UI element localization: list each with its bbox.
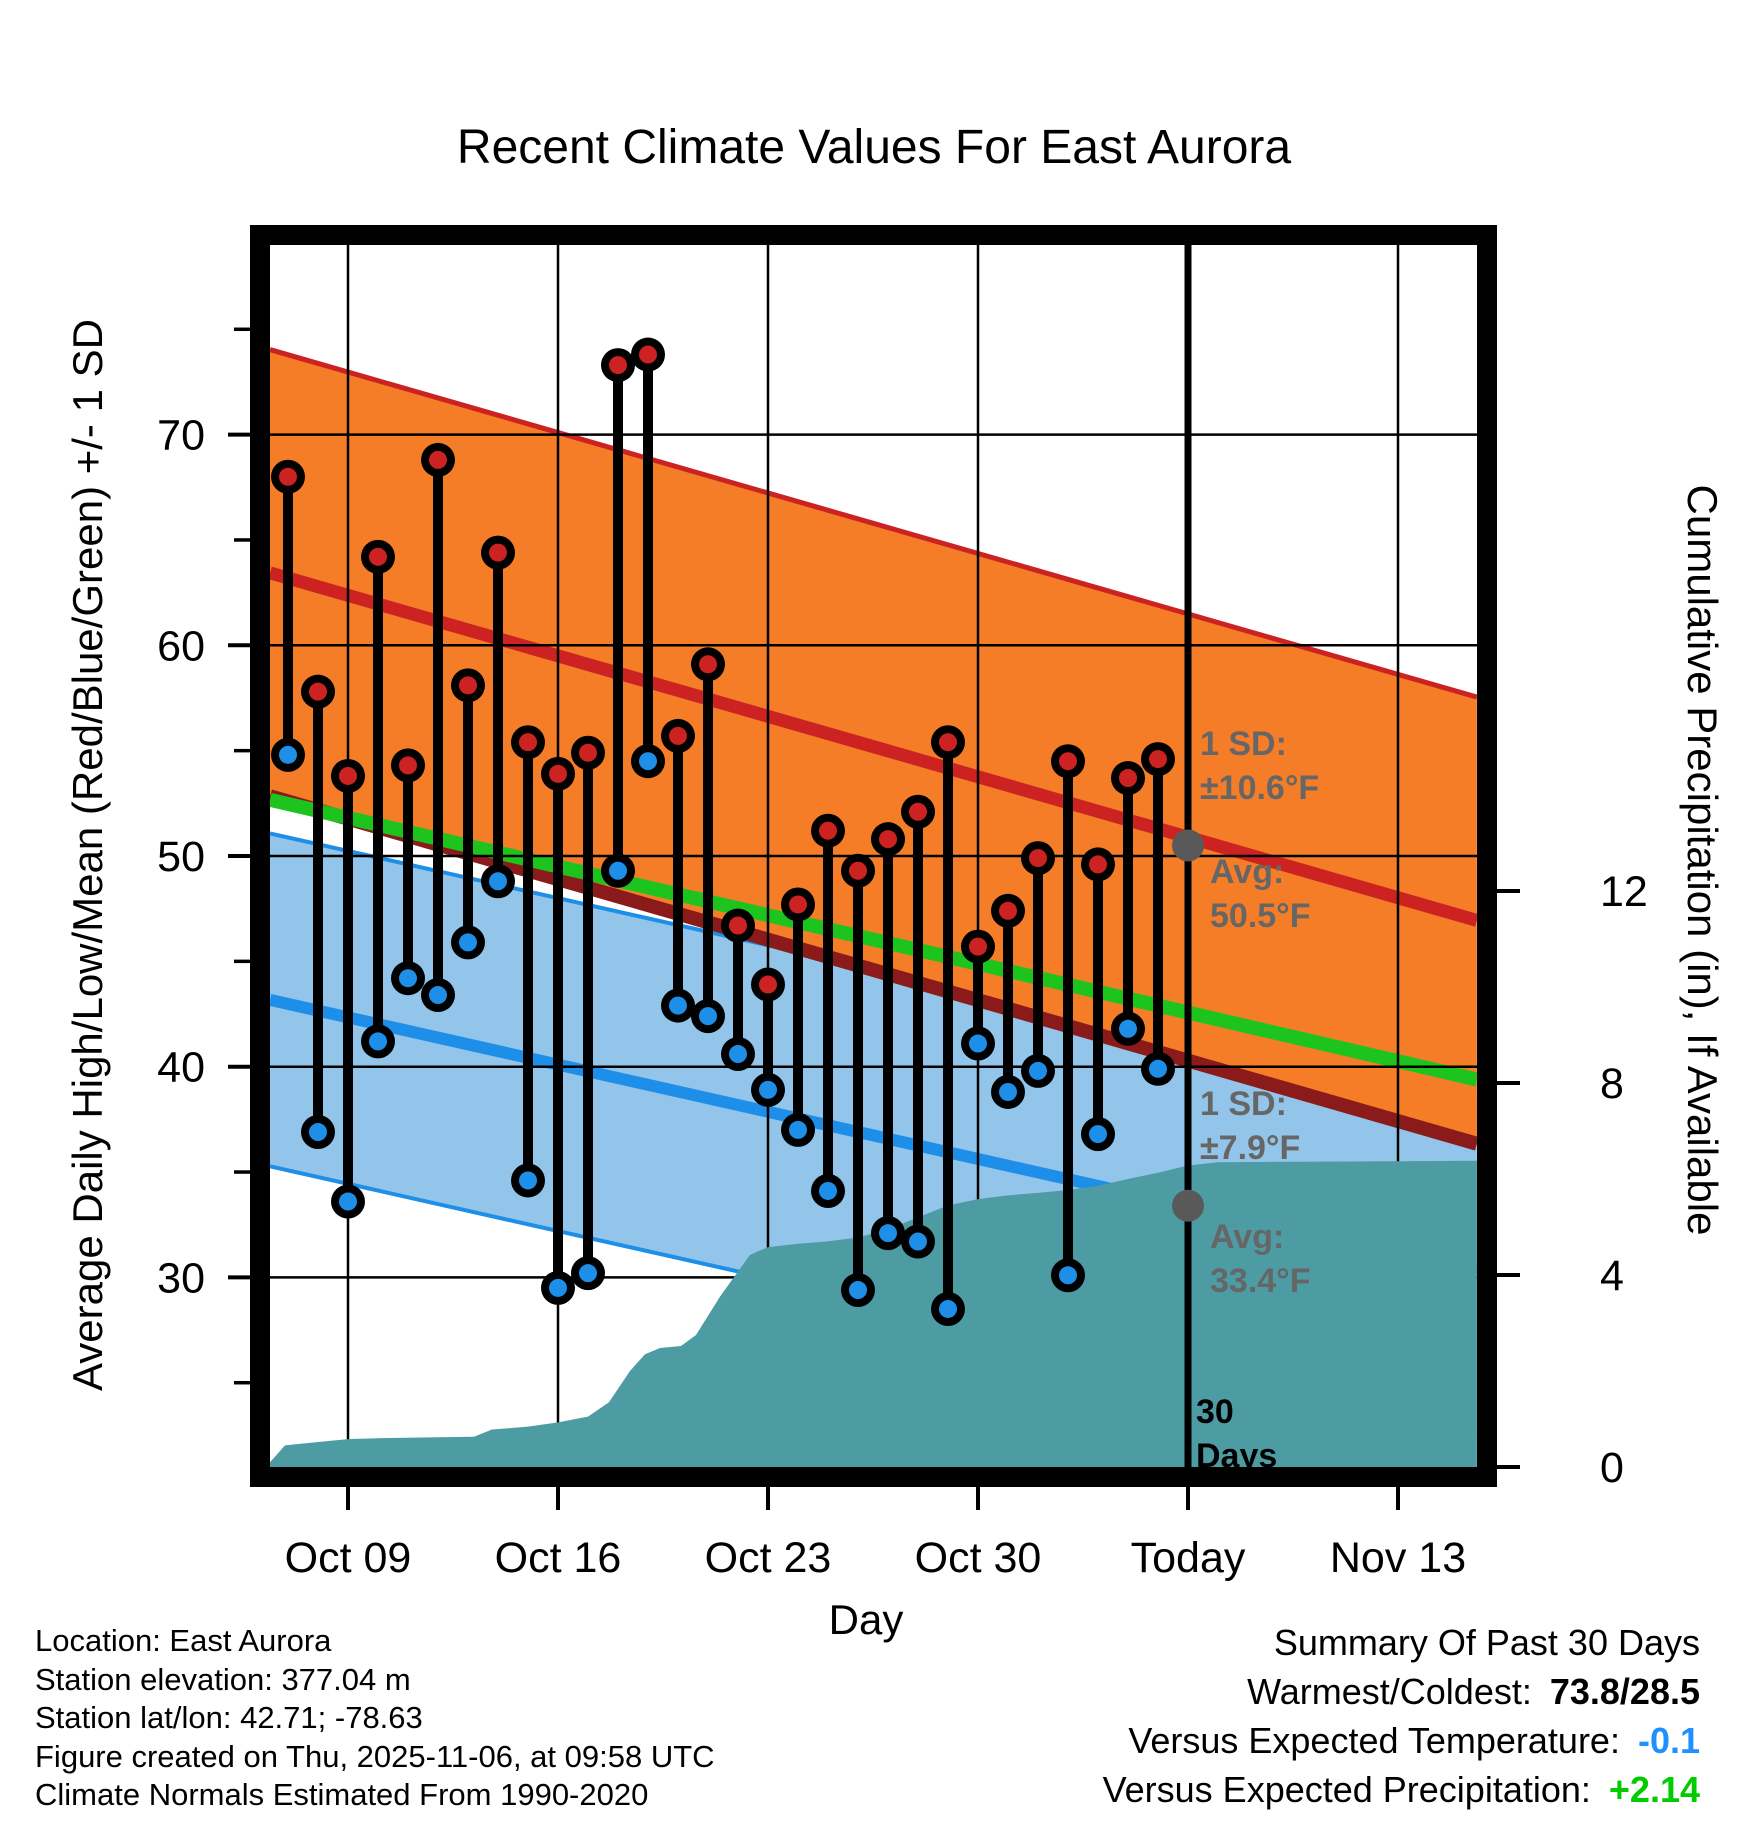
- high-dot: [489, 544, 507, 562]
- high-dot: [549, 765, 567, 783]
- y-left-tick-label: 30: [157, 1254, 205, 1303]
- x-axis-label: Day: [828, 1596, 904, 1643]
- summary-vs-temp-label: Versus Expected Temperature:: [1128, 1720, 1620, 1761]
- high-dot: [759, 976, 777, 994]
- summary-warmest-value: 73.8/28.5: [1549, 1671, 1700, 1712]
- high-dot: [399, 756, 417, 774]
- high-dot: [1149, 750, 1167, 768]
- x-tick-label: Oct 09: [284, 1534, 412, 1582]
- y-right-tick-label: 0: [1600, 1444, 1624, 1492]
- low-dot: [429, 986, 447, 1004]
- summary-vs-precip-label: Versus Expected Precipitation:: [1102, 1769, 1591, 1810]
- high-dot: [609, 356, 627, 374]
- summary-warmest-label: Warmest/Coldest:: [1247, 1671, 1532, 1712]
- low-dot: [1029, 1062, 1047, 1080]
- summary-vs-temp-value: -0.1: [1637, 1720, 1700, 1761]
- high-dot: [999, 902, 1017, 920]
- low-dot: [1089, 1125, 1107, 1143]
- low-dot: [519, 1171, 537, 1189]
- high-dot: [1029, 849, 1047, 867]
- high-dot: [279, 468, 297, 486]
- high-dot: [309, 683, 327, 701]
- low-dot: [759, 1081, 777, 1099]
- x-tick-label: Oct 16: [494, 1534, 622, 1582]
- low-dot: [339, 1193, 357, 1211]
- low-dot: [849, 1281, 867, 1299]
- climate-normals-note: Climate Normals Estimated From 1990-2020: [35, 1777, 649, 1812]
- low-dot: [1149, 1060, 1167, 1078]
- summary-row-vs-temperature: [1103, 1716, 1700, 1765]
- y-left-tick-label: 60: [157, 622, 205, 671]
- today-avg-low-marker: [1172, 1190, 1204, 1222]
- annotation-avg-low: [1210, 1215, 1311, 1303]
- annotation-sd-high-line2: ±10.6°F: [1200, 769, 1320, 807]
- low-dot: [579, 1264, 597, 1282]
- y-left-tick-label: 50: [157, 833, 205, 881]
- low-dot: [639, 752, 657, 770]
- y-left-tick-label: 70: [157, 411, 205, 460]
- low-dot: [909, 1233, 927, 1251]
- summary-row-vs-precipitation: [1103, 1765, 1700, 1814]
- low-dot: [489, 872, 507, 890]
- summary-row-warmest-coldest: [1103, 1667, 1700, 1716]
- low-dot: [1119, 1020, 1137, 1038]
- high-dot: [519, 733, 537, 751]
- low-dot: [939, 1300, 957, 1318]
- high-dot: [669, 727, 687, 745]
- low-dot: [1059, 1266, 1077, 1284]
- annotation-avg-low-line2: 33.4°F: [1210, 1262, 1311, 1300]
- annotation-sd-low: [1200, 1082, 1300, 1170]
- y-left-tick-label: 40: [157, 1043, 205, 1092]
- high-dot: [729, 917, 747, 935]
- figure-created: Figure created on Thu, 2025-11-06, at 09:58 UTC: [35, 1738, 715, 1774]
- annotation-30-days-line2: Days: [1196, 1437, 1278, 1475]
- annotation-sd-high-line1: 1 SD:: [1200, 725, 1287, 763]
- low-dot: [969, 1035, 987, 1053]
- annotation-sd-high: [1200, 722, 1319, 810]
- low-dot: [399, 969, 417, 987]
- high-dot: [459, 676, 477, 694]
- high-dot: [819, 822, 837, 840]
- station-info: [35, 1622, 715, 1815]
- x-tick-label: Oct 23: [704, 1534, 832, 1582]
- annotation-sd-low-line1: 1 SD:: [1200, 1085, 1287, 1123]
- high-dot: [1059, 752, 1077, 770]
- high-dot: [939, 733, 957, 751]
- low-dot: [789, 1121, 807, 1139]
- y-right-tick-label: 4: [1600, 1252, 1624, 1300]
- low-dot: [819, 1182, 837, 1200]
- low-dot: [879, 1224, 897, 1242]
- chart-title: Recent Climate Values For East Aurora: [456, 121, 1292, 174]
- high-dot: [879, 830, 897, 848]
- high-dot: [639, 346, 657, 364]
- low-dot: [609, 862, 627, 880]
- x-tick-label: Oct 30: [914, 1534, 1042, 1582]
- low-dot: [279, 746, 297, 764]
- low-dot: [549, 1279, 567, 1297]
- low-dot: [309, 1123, 327, 1141]
- annotation-avg-high: [1210, 850, 1311, 938]
- annotation-avg-high-line2: 50.5°F: [1210, 897, 1311, 935]
- low-dot: [369, 1032, 387, 1050]
- low-dot: [729, 1045, 747, 1063]
- high-dot: [369, 548, 387, 566]
- high-dot: [849, 862, 867, 880]
- high-dot: [1119, 769, 1137, 787]
- annotation-30-days-line1: 30: [1196, 1393, 1234, 1431]
- annotation-sd-low-line2: ±7.9°F: [1200, 1129, 1301, 1167]
- today-avg-high-marker: [1172, 829, 1204, 861]
- low-dot: [459, 933, 477, 951]
- high-dot: [699, 655, 717, 673]
- station-latlon: Station lat/lon: 42.71; -78.63: [35, 1700, 423, 1735]
- station-location: Location: East Aurora: [35, 1623, 332, 1658]
- low-dot: [999, 1083, 1017, 1101]
- y-axis-right-label: Cumulative Precipitation (in), If Available: [1679, 484, 1726, 1236]
- low-dot: [669, 997, 687, 1015]
- summary-vs-precip-value: +2.14: [1608, 1769, 1700, 1810]
- y-right-tick-label: 8: [1600, 1060, 1624, 1108]
- high-dot: [969, 938, 987, 956]
- summary-title: Summary Of Past 30 Days: [1273, 1622, 1700, 1663]
- high-dot: [579, 744, 597, 762]
- station-elevation: Station elevation: 377.04 m: [35, 1661, 411, 1697]
- low-dot: [699, 1007, 717, 1025]
- high-dot: [1089, 855, 1107, 873]
- high-dot: [339, 767, 357, 785]
- annotation-avg-low-line1: Avg:: [1210, 1218, 1285, 1256]
- annotation-avg-high-line1: Avg:: [1210, 853, 1285, 891]
- high-dot: [789, 895, 807, 913]
- x-tick-label: Nov 13: [1329, 1534, 1467, 1582]
- y-right-tick-label: 12: [1600, 868, 1648, 916]
- high-dot: [429, 451, 447, 469]
- high-dot: [909, 803, 927, 821]
- y-axis-left-label: Average Daily High/Low/Mean (Red/Blue/Green) +/- 1 SD: [64, 319, 111, 1391]
- annotation-30-days: [1196, 1390, 1277, 1478]
- summary-past-30-days: [1103, 1618, 1700, 1814]
- x-tick-label: Today: [1130, 1534, 1246, 1582]
